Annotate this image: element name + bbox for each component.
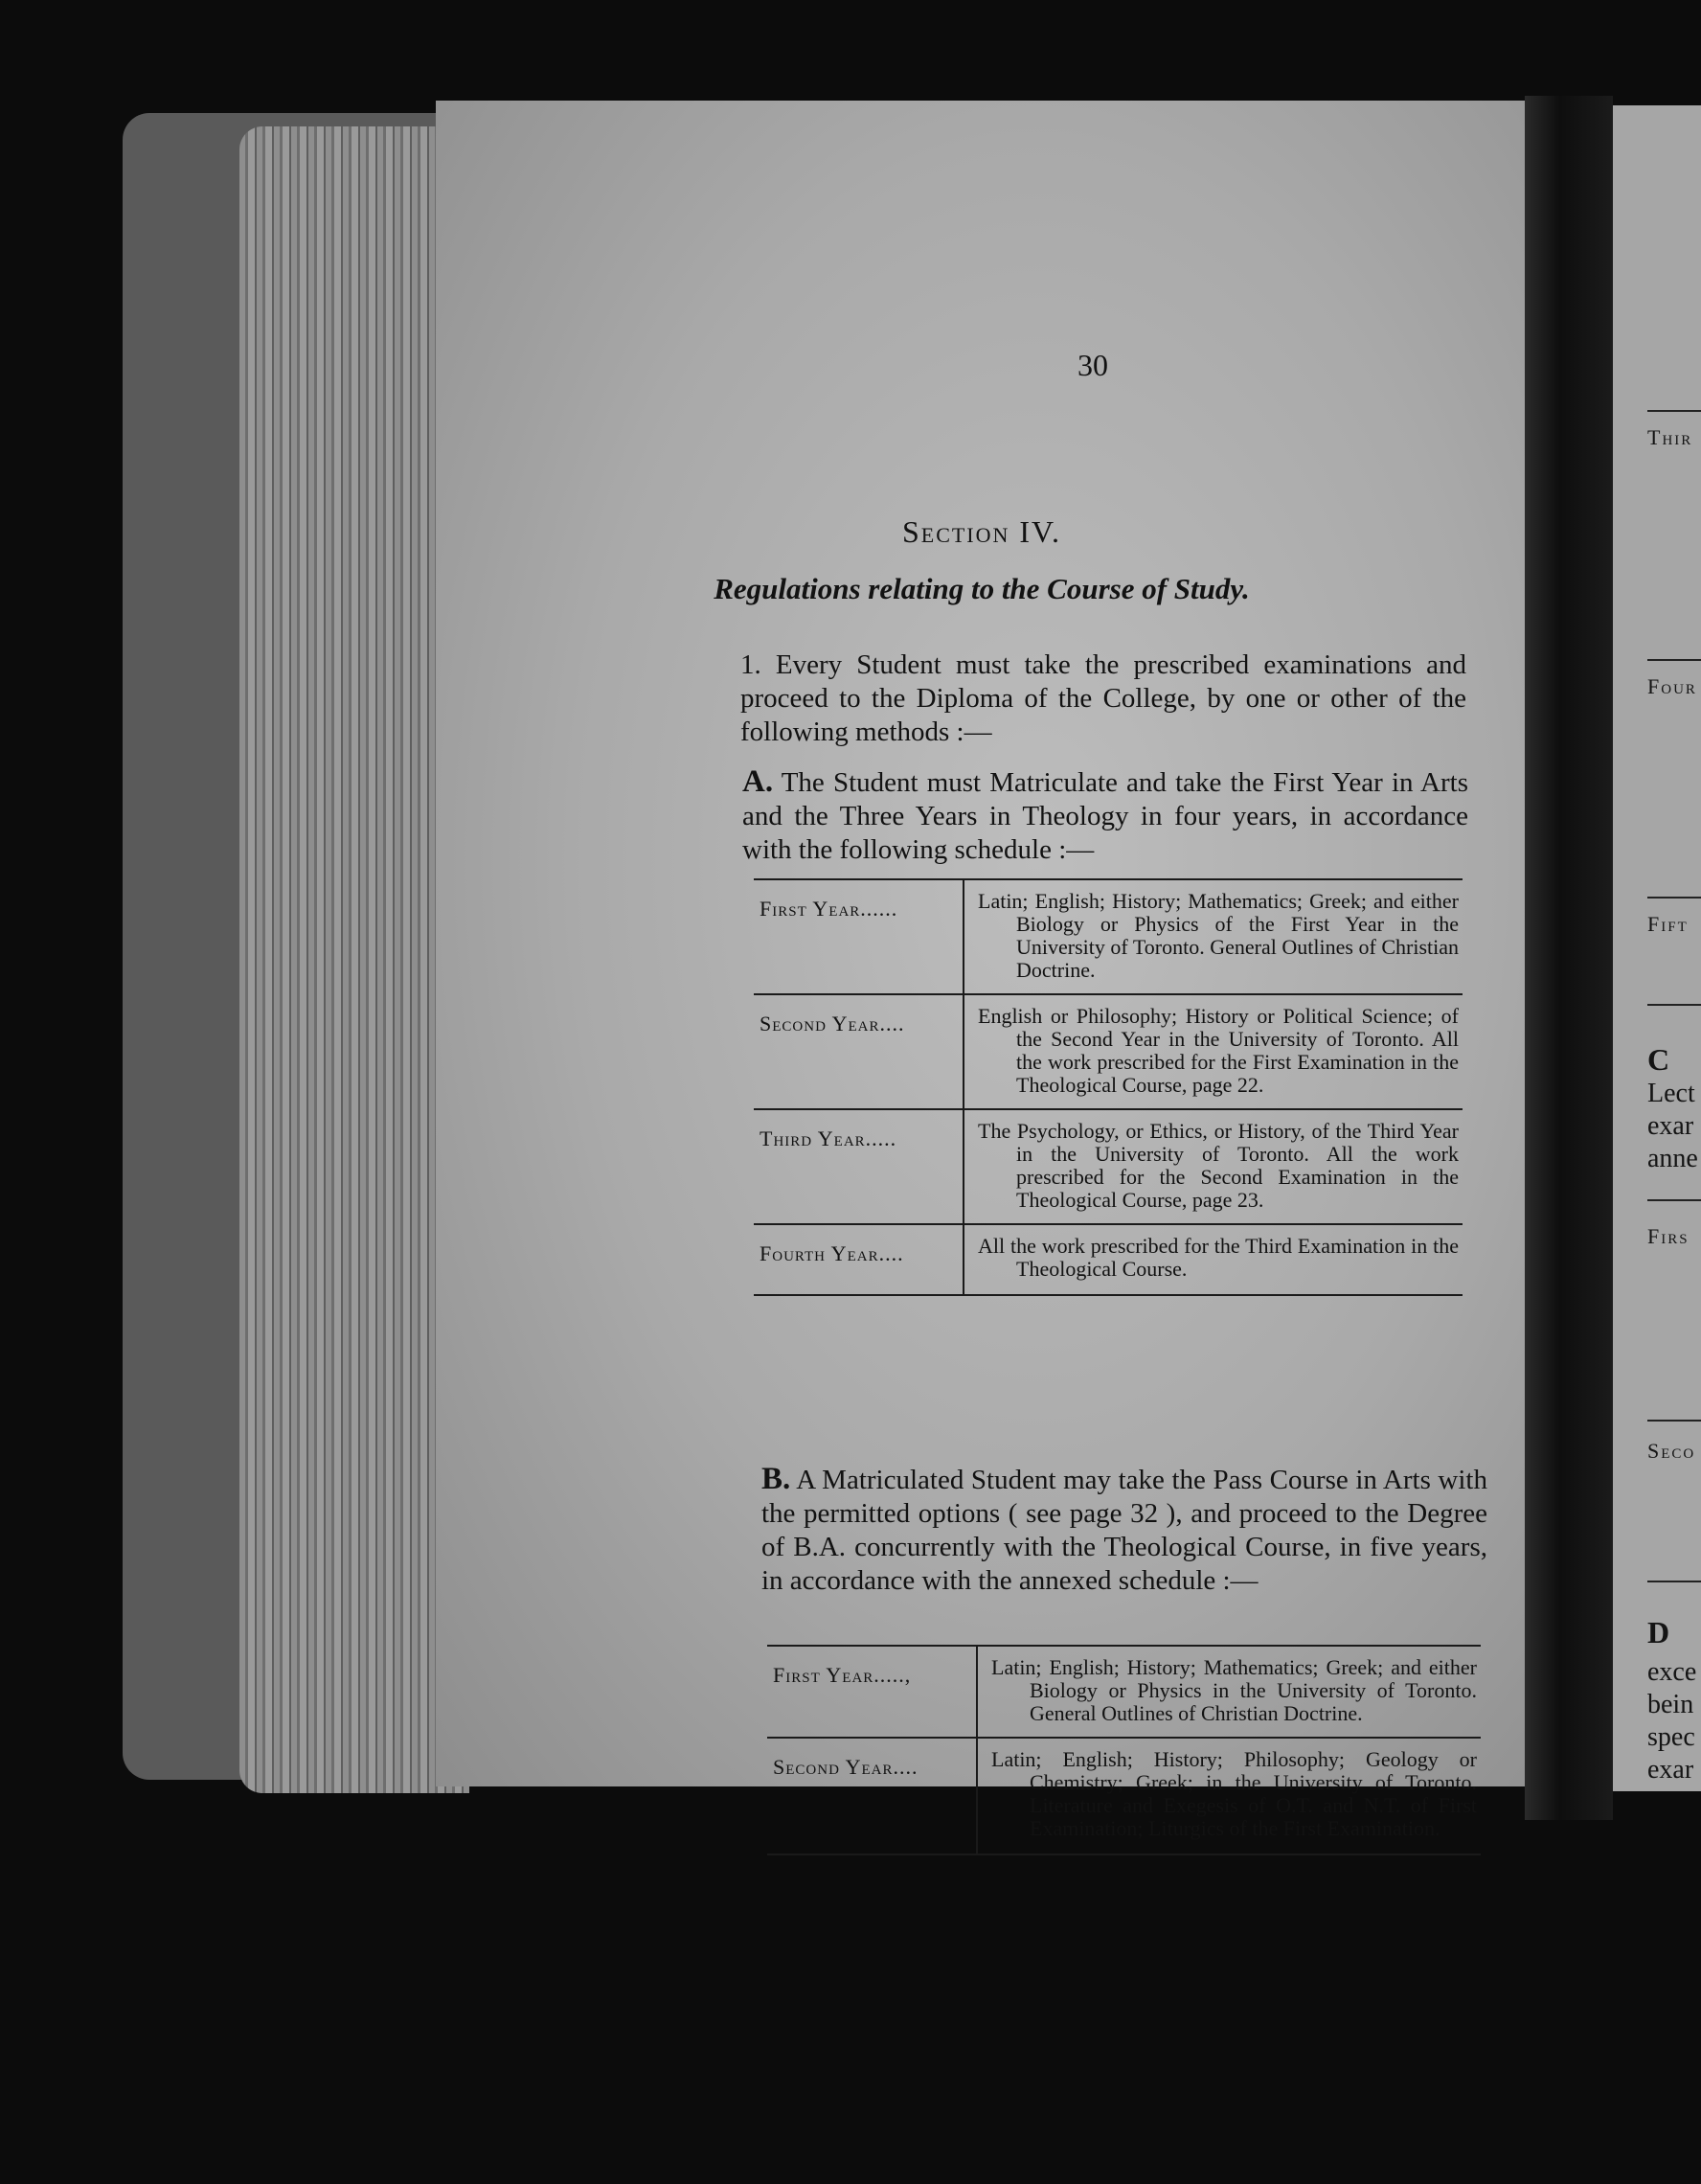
section-title: Section IV. [901, 514, 1062, 549]
facing-rule [1647, 1199, 1701, 1201]
requirements-text: All the work prescribed for the Third Examination in the Theological Course. [978, 1234, 1459, 1281]
requirements-text: Latin; English; History; Mathematics; Greek; and either Biology or Physics in the University of Toronto. General Outlines of Christian Doctrine. [991, 1655, 1477, 1725]
year-label: Second Year.... [760, 1012, 905, 1035]
page-edges [239, 126, 469, 1793]
facing-rule [1647, 1420, 1701, 1422]
table-row [754, 1110, 1463, 1223]
schedule-a-table [754, 878, 1463, 1296]
method-a-letter: A. [742, 764, 774, 799]
facing-fragment: exce [1647, 1657, 1697, 1687]
facing-fragment: D [1647, 1615, 1670, 1649]
schedule-b-table [767, 1645, 1481, 1855]
facing-fragment: anne [1647, 1144, 1698, 1173]
facing-fragment: Seco [1647, 1439, 1696, 1463]
year-label: First Year....., [773, 1663, 912, 1687]
facing-fragment: bein [1647, 1690, 1694, 1719]
method-a-text: The Student must Matriculate and take the First Year in Arts and the Three Years in Theology in four years, in accordance with the following schedule :— [742, 767, 1468, 865]
requirements-cell [976, 1739, 1481, 1854]
requirements-cell [963, 1225, 1463, 1294]
facing-rule [1647, 1004, 1701, 1006]
requirements-text: The Psychology, or Ethics, or History, of the Third Year in the University of Toronto. All the work prescribed for the Second Examination in the Theological Course, page 23. [978, 1119, 1459, 1212]
table-bottom-rule [754, 1294, 1463, 1296]
requirements-cell [963, 880, 1463, 993]
book-spine [1525, 96, 1613, 1820]
facing-page [1613, 105, 1701, 1791]
facing-fragment: C [1647, 1042, 1670, 1077]
facing-fragment: Fift [1647, 912, 1689, 936]
requirements-cell [963, 1110, 1463, 1223]
facing-rule [1647, 897, 1701, 899]
regulations-heading: Regulations relating to the Course of Study. [714, 572, 1250, 605]
requirements-text: Latin; English; History; Philosophy; Geology or Chemistry; Greek; in the University of Toronto. Literature and Exegesis of O.T. and N.T. of First Examination; Liturgics of the First Examination. [991, 1747, 1477, 1840]
paragraph-1: 1. Every Student must take the prescribed examinations and proceed to the Diploma of the College, by one or other of the following methods :— [740, 649, 1466, 747]
requirements-cell [963, 995, 1463, 1108]
table-row [767, 1647, 1481, 1737]
facing-fragment: spec [1647, 1722, 1695, 1752]
method-a-paragraph [742, 765, 1468, 867]
facing-fragment: Four [1647, 674, 1697, 698]
page-number: 30 [1077, 348, 1108, 382]
facing-fragment: Firs [1647, 1224, 1690, 1248]
requirements-cell [976, 1647, 1481, 1737]
facing-rule [1647, 410, 1701, 412]
facing-fragment: Thir [1647, 425, 1693, 449]
facing-rule [1647, 659, 1701, 661]
method-b-letter: B. [761, 1462, 791, 1496]
table-row [754, 995, 1463, 1108]
method-b-paragraph [761, 1463, 1487, 1598]
year-label: Fourth Year.... [760, 1241, 904, 1265]
method-b-text: A Matriculated Student may take the Pass Course in Arts with the permitted options ( see page 32 ), and proceed to the Degree of B.A. concurrently with the Theological Course, in five years, in accordance with the annexed schedule :— [761, 1465, 1487, 1596]
facing-fragment: Lect [1647, 1079, 1695, 1108]
table-row [754, 880, 1463, 993]
facing-fragment: exar [1647, 1111, 1694, 1141]
table-row [754, 1225, 1463, 1294]
year-label: First Year...... [760, 897, 898, 921]
book-page [436, 101, 1528, 1840]
requirements-text: English or Philosophy; History or Political Science; of the Second Year in the University of Toronto. All the work prescribed for the First Examination in the Theological Course, page 22. [978, 1004, 1459, 1097]
facing-rule [1647, 1581, 1701, 1582]
table-row [767, 1739, 1481, 1854]
table-bottom-rule [767, 1854, 1481, 1855]
year-label: Second Year.... [773, 1755, 919, 1779]
requirements-text: Latin; English; History; Mathematics; Greek; and either Biology or Physics of the First Year in the University of Toronto. General Outlines of Christian Doctrine. [978, 889, 1459, 982]
facing-fragment: exar [1647, 1755, 1694, 1785]
year-label: Third Year..... [760, 1126, 897, 1150]
